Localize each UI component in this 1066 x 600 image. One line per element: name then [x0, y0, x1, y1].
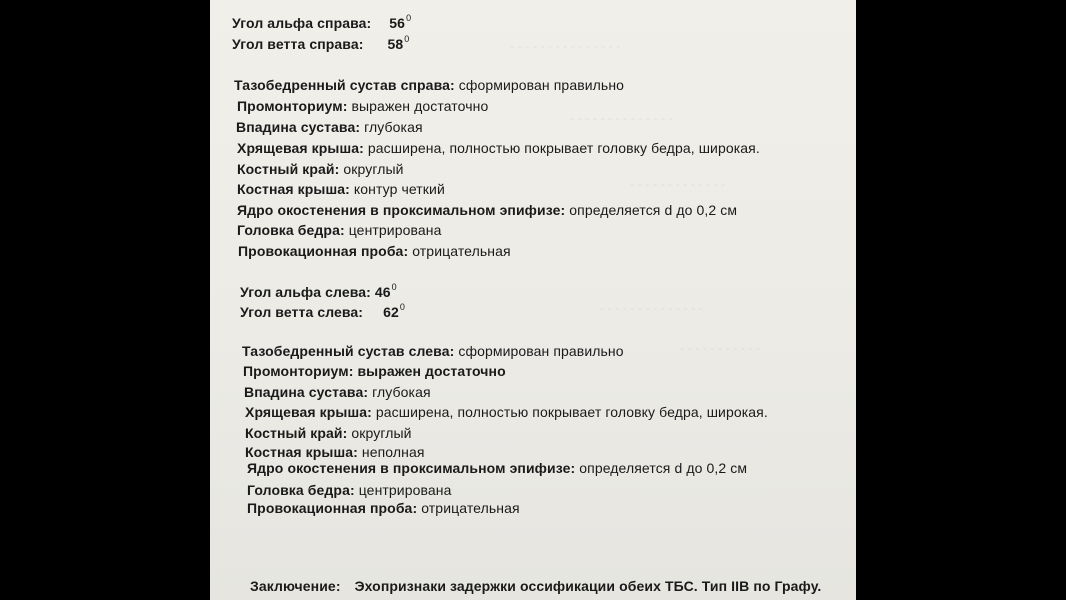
angle-alpha-right-value: 56 [389, 15, 406, 31]
conclusion-text: Эхопризнаки задержки оссификации обеих ТБС. Тип IIB по Графу. [354, 578, 822, 594]
angle-beta-left [240, 304, 405, 320]
finding-right-joint: Тазобедренный сустав справа: сформирован правильно [234, 77, 625, 93]
finding-left-bony-roof: Костная крыша: неполная [245, 444, 425, 460]
angle-beta-left-label: Угол ветта слева: [240, 304, 364, 320]
finding-left-joint: Тазобедренный сустав слева: сформирован правильно [242, 343, 624, 359]
degree-mark: 0 [404, 34, 410, 44]
finding-right-bony-rim: Костный край: округлый [237, 161, 404, 177]
finding-right-ossification-nucleus: Ядро окостенения в проксимальном эпифизе: определяется d до 0,2 см [237, 202, 738, 218]
finding-right-promontory: Промонториум: выражен достаточно [237, 98, 489, 114]
angle-alpha-left [240, 284, 397, 300]
finding-left-ossification-nucleus: Ядро окостенения в проксимальном эпифизе: определяется d до 0,2 см [247, 460, 748, 476]
finding-left-acetabulum: Впадина сустава: глубокая [244, 384, 431, 400]
angle-alpha-left-value: 46 [374, 284, 391, 300]
angle-beta-right-value: 58 [387, 36, 404, 52]
angle-alpha-right-label: Угол альфа справа: [232, 15, 372, 31]
degree-mark: 0 [399, 302, 405, 312]
finding-left-promontory: Промонториум: выражен достаточно [243, 363, 506, 379]
angle-alpha-left-label: Угол альфа слева: [240, 284, 371, 300]
degree-mark: 0 [391, 282, 397, 292]
finding-right-cartilage-roof: Хрящевая крыша: расширена, полностью покрывает головку бедра, широкая. [237, 140, 760, 156]
finding-left-femoral-head: Головка бедра: центрирована [247, 482, 452, 498]
angle-beta-left-value: 62 [383, 304, 399, 320]
finding-right-femoral-head: Головка бедра: центрирована [237, 222, 442, 238]
finding-left-provocation-test: Провокационная проба: отрицательная [247, 500, 520, 516]
finding-right-bony-roof: Костная крыша: контур четкий [237, 181, 445, 197]
document-page: - - - - - - - - - - - - - - - - - - - - - - - - - - - - - - - - - - - - - - - - - - - - - - - - - - - - - - - - - - - - - - - - - - - Угол альфа справа: $56^0$ Угол ветта справа: $58^0$ Тазобедренный сустав справа: сформирован правильно Промонториум: выражен достаточно Впадина сустава: глубокая Хрящевая крыша: расширена, полностью покрывает головку бедра, широкая. Костный край: округлый Костная крыша: контур четкий Ядро окостенения в проксимальном эпифизе: определяется d до 0,2 см Головка бедра: центрирована Провокационная проба: отрицательная Угол альфа слева: $46^0$ Угол ветта слева: $62^0$ Тазобедренный сустав слева: сформирован правильно Промонториум: выражен достаточно Впадина сустава: глубокая Хрящевая крыша: расширена, полностью покрывает головку бедра, широкая. Костный край: округлый Костная крыша: неполная Ядро окостенения в проксимальном эпифизе: определяется d до 0,2 см Головка бедра: центрирована Провокационная проба: отрицательная Заключение: Эхопризнаки задержки оссификации обеих ТБС. Тип IIB по Графу. [210, 0, 856, 600]
finding-left-bony-rim: Костный край: округлый [245, 425, 412, 441]
finding-left-cartilage-roof: Хрящевая крыша: расширена, полностью покрывает головку бедра, широкая. [245, 404, 768, 420]
angle-beta-right-label: Угол ветта справа: [232, 36, 364, 52]
finding-right-acetabulum: Впадина сустава: глубокая [236, 119, 423, 135]
conclusion-label: Заключение: [250, 578, 341, 594]
degree-mark: 0 [406, 13, 412, 23]
conclusion [250, 578, 821, 594]
finding-right-provocation-test: Провокационная проба: отрицательная [238, 243, 511, 259]
angle-alpha-right [232, 15, 411, 31]
angle-beta-right [232, 36, 409, 52]
